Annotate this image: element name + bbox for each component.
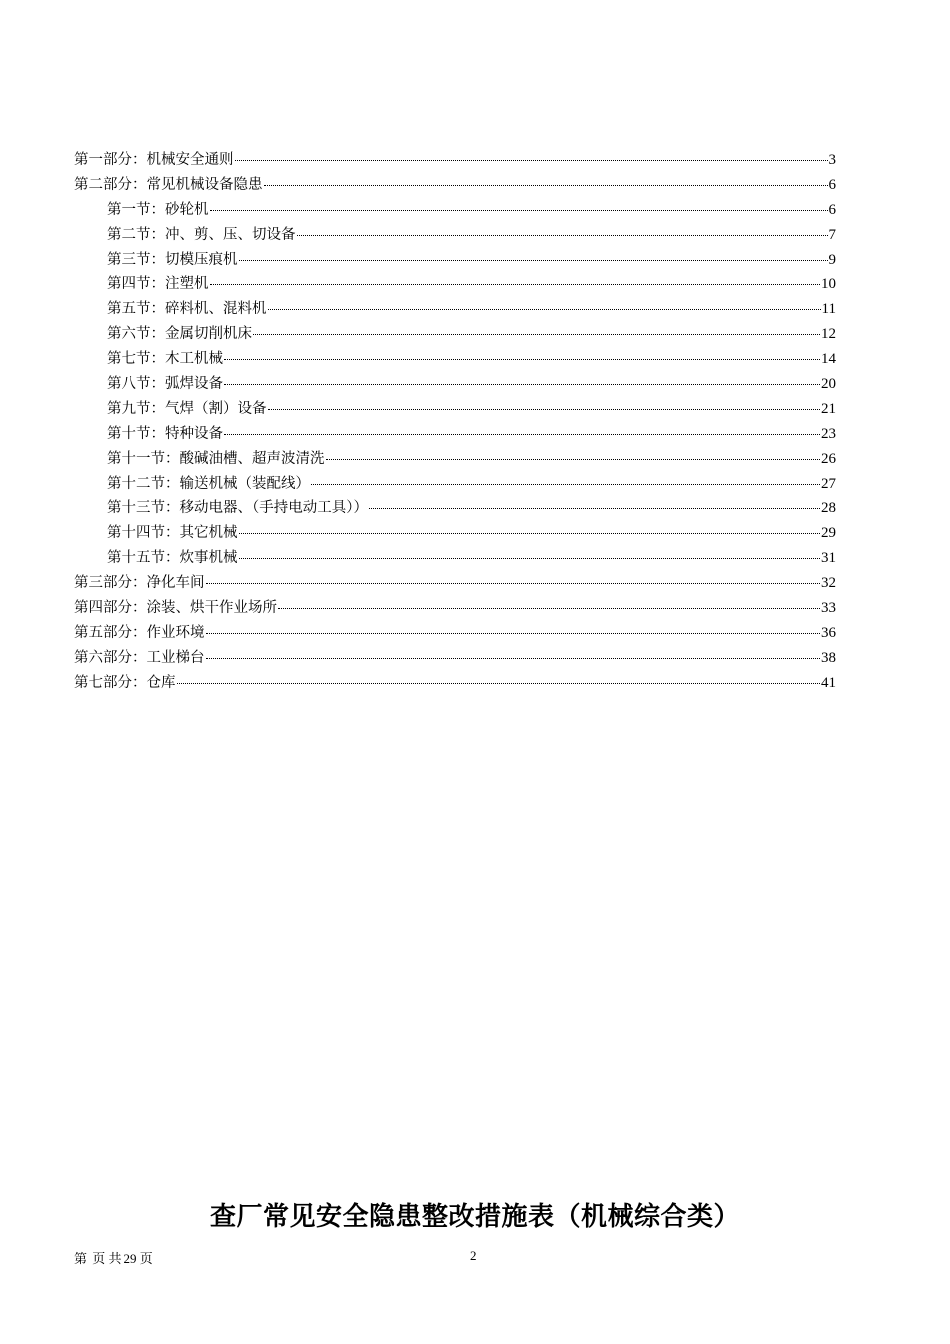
toc-entry-page-number: 6 <box>828 176 836 193</box>
toc-entry[interactable] <box>74 671 836 696</box>
toc-entry-label: 第十四节：其它机械 <box>107 525 238 542</box>
footer-total-pages: 29 <box>123 1251 137 1266</box>
toc-entry[interactable] <box>74 297 836 322</box>
toc-entry-label: 第七部分：仓库 <box>74 674 176 691</box>
toc-entry[interactable] <box>74 347 836 372</box>
toc-entry-page-number: 28 <box>821 500 836 517</box>
toc-entry[interactable] <box>74 596 836 621</box>
toc-entry-page-number: 3 <box>828 152 836 168</box>
toc-entry-page-number: 23 <box>821 425 836 442</box>
toc-entry-page-number: 6 <box>828 201 836 218</box>
toc-dot-leader <box>235 160 828 161</box>
toc-entry[interactable] <box>74 496 836 521</box>
toc-entry[interactable] <box>74 546 836 571</box>
toc-dot-leader <box>224 359 820 360</box>
footer-page-label-post: 页 <box>139 1251 153 1266</box>
toc-entry-page-number: 26 <box>821 450 836 467</box>
toc-entry[interactable] <box>74 621 836 646</box>
toc-entry-label: 第五部分：作业环境 <box>74 624 205 641</box>
toc-entry-label: 第九节：气焊（割）设备 <box>107 400 267 417</box>
toc-entry-page-number: 20 <box>821 376 836 393</box>
toc-entry-label: 第六节：金属切削机床 <box>107 326 252 343</box>
toc-entry-label: 第十节：特种设备 <box>107 425 223 442</box>
table-of-contents <box>74 148 836 696</box>
toc-dot-leader <box>210 284 821 285</box>
toc-entry[interactable] <box>74 397 836 422</box>
toc-entry[interactable] <box>74 472 836 497</box>
toc-dot-leader <box>239 533 821 534</box>
toc-entry[interactable] <box>74 248 836 273</box>
toc-entry[interactable] <box>74 372 836 397</box>
toc-dot-leader <box>268 409 821 410</box>
toc-dot-leader <box>206 658 821 659</box>
toc-entry-page-number: 38 <box>821 649 836 666</box>
toc-entry[interactable] <box>74 223 836 248</box>
toc-entry-label: 第三部分：净化车间 <box>74 575 205 592</box>
toc-entry-label: 第十二节：输送机械（装配线） <box>107 475 310 492</box>
toc-entry-label: 第六部分：工业梯台 <box>74 649 205 666</box>
toc-entry[interactable] <box>74 447 836 472</box>
toc-entry-page-number: 31 <box>821 550 836 567</box>
toc-entry[interactable] <box>74 173 836 198</box>
toc-entry-label: 第十五节：炊事机械 <box>107 550 238 567</box>
toc-entry-label: 第八节：弧焊设备 <box>107 376 223 393</box>
toc-entry-page-number: 12 <box>821 326 836 343</box>
toc-entry-label: 第十一节：酸碱油槽、超声波清洗 <box>107 450 325 467</box>
toc-entry-page-number: 41 <box>821 674 836 691</box>
toc-dot-leader <box>311 484 820 485</box>
toc-dot-leader <box>264 185 828 186</box>
footer-page-count <box>74 1248 153 1267</box>
toc-entry-label: 第四节：注塑机 <box>107 276 209 293</box>
toc-entry-label: 第四部分：涂装、烘干作业场所 <box>74 600 277 617</box>
toc-entry-page-number: 9 <box>828 251 836 268</box>
document-title: 查厂常见安全隐患整改措施表（机械综合类） <box>209 1202 740 1232</box>
toc-entry-label: 第一部分：机械安全通则 <box>74 152 234 168</box>
toc-dot-leader <box>206 583 821 584</box>
toc-entry[interactable] <box>74 521 836 546</box>
toc-entry-label: 第十三节：移动电器、（手持电动工具）） <box>107 500 368 517</box>
toc-dot-leader <box>278 608 820 609</box>
toc-dot-leader <box>326 459 821 460</box>
toc-dot-leader <box>253 334 820 335</box>
toc-entry-label: 第二节：冲、剪、压、切设备 <box>107 226 296 243</box>
toc-dot-leader <box>210 210 828 211</box>
toc-entry-page-number: 7 <box>828 226 836 243</box>
footer-page-label-pre: 第 <box>74 1251 88 1266</box>
toc-entry-page-number: 29 <box>821 525 836 542</box>
toc-entry-page-number: 10 <box>821 276 836 293</box>
footer-page-label-mid: 页 共 <box>92 1251 122 1266</box>
toc-entry[interactable] <box>74 571 836 596</box>
toc-entry-page-number: 27 <box>821 475 836 492</box>
toc-entry-label: 第一节：砂轮机 <box>107 201 209 218</box>
toc-entry-label: 第五节：碎料机、混料机 <box>107 301 267 318</box>
toc-dot-leader <box>224 434 820 435</box>
toc-dot-leader <box>224 384 820 385</box>
toc-entry[interactable] <box>74 422 836 447</box>
toc-entry-label: 第二部分：常见机械设备隐患 <box>74 176 263 193</box>
toc-dot-leader <box>177 683 821 684</box>
toc-entry-page-number: 11 <box>821 301 836 318</box>
toc-entry-page-number: 14 <box>821 351 836 368</box>
toc-entry[interactable] <box>74 148 836 173</box>
toc-entry[interactable] <box>74 646 836 671</box>
toc-entry-page-number: 36 <box>821 624 836 641</box>
toc-entry-label: 第三节：切模压痕机 <box>107 251 238 268</box>
toc-entry-label: 第七节：木工机械 <box>107 351 223 368</box>
toc-dot-leader <box>239 558 821 559</box>
toc-entry-page-number: 21 <box>821 400 836 417</box>
toc-entry-page-number: 33 <box>821 600 836 617</box>
toc-dot-leader <box>239 260 828 261</box>
toc-dot-leader <box>369 508 820 509</box>
toc-entry-page-number: 32 <box>821 575 836 592</box>
toc-dot-leader <box>206 633 821 634</box>
toc-entry[interactable] <box>74 272 836 297</box>
toc-dot-leader <box>297 235 828 236</box>
toc-entry[interactable] <box>74 322 836 347</box>
toc-entry[interactable] <box>74 198 836 223</box>
footer-page-number: 2 <box>470 1248 477 1263</box>
toc-dot-leader <box>268 309 821 310</box>
